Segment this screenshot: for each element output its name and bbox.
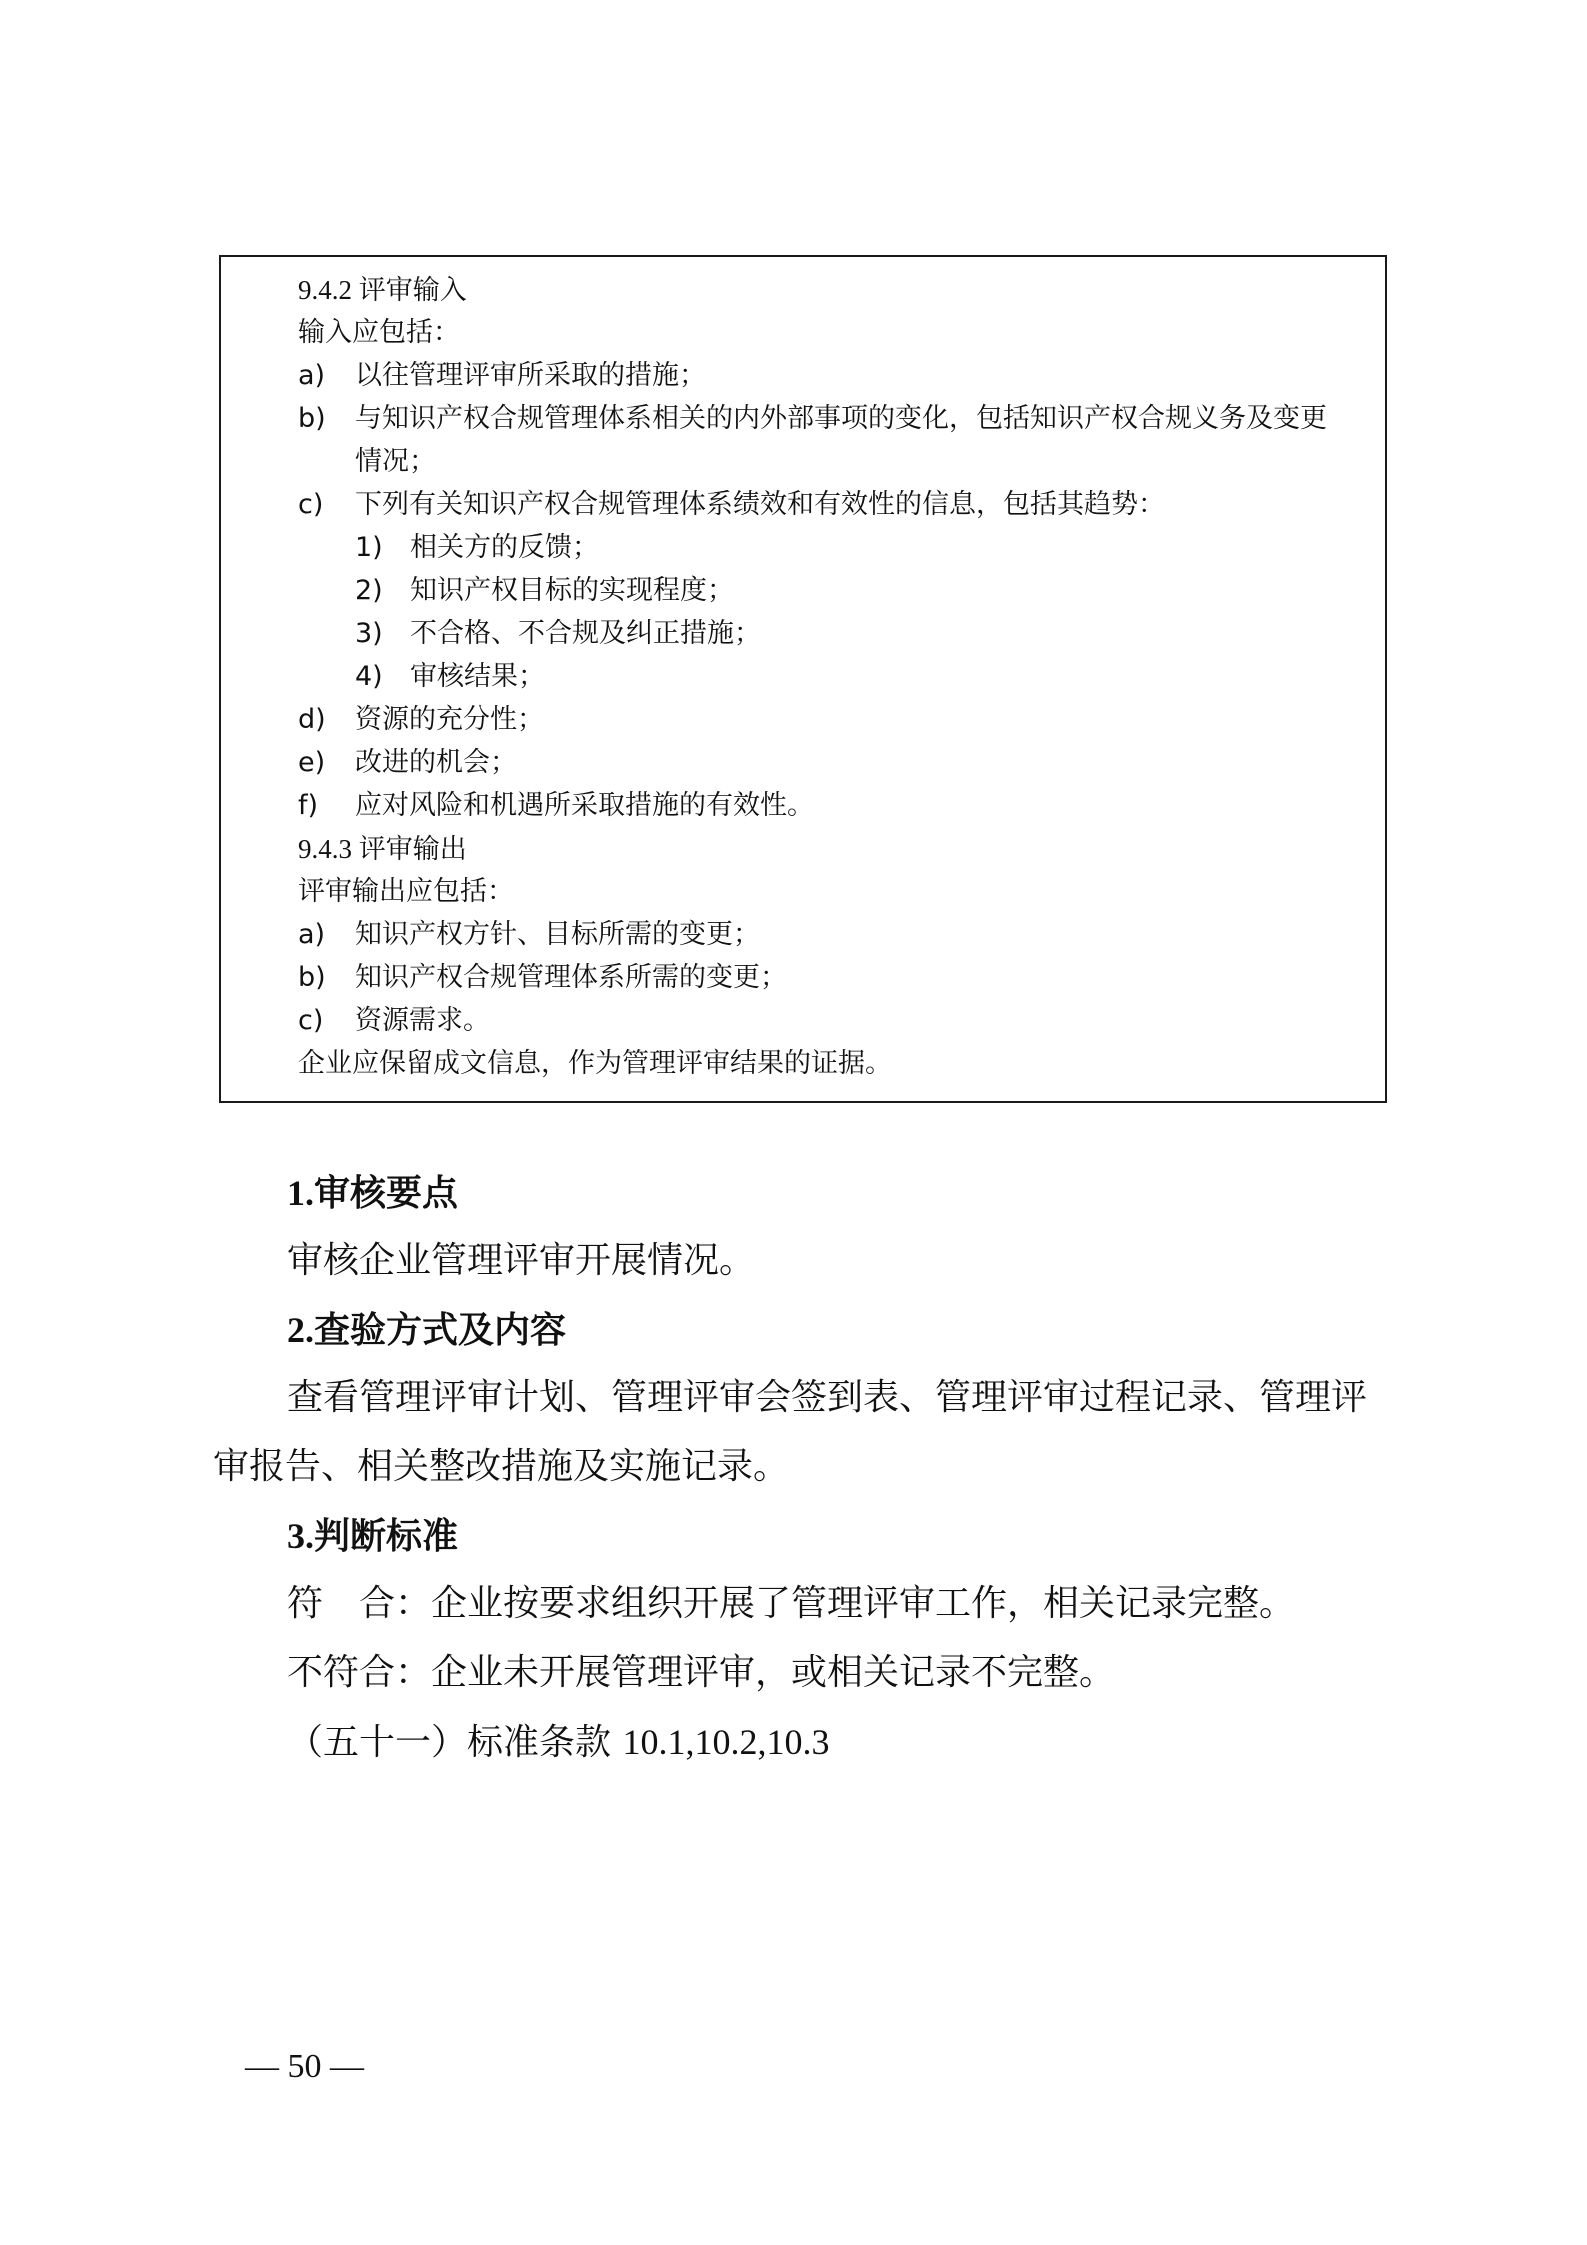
list-item-text: 以往管理评审所采取的措施； [355,360,706,391]
list-marker: a) [298,360,326,391]
inspection-method-text-line2: 审报告、相关整改措施及实施记录。 [213,1446,790,1487]
sub-list-item-text: 审核结果； [410,661,545,692]
list-item-text: 下列有关知识产权合规管理体系绩效和有效性的信息，包括其趋势： [355,489,1165,520]
criterion-label: 不符合： [287,1652,432,1693]
criterion-nonconform [287,1648,1115,1698]
heading-audit-points: 1.审核要点 [287,1173,459,1213]
next-section-label: （五十一）标准条款 [287,1722,612,1763]
list-marker: c) [298,489,324,520]
sub-list-marker: 3) [355,618,383,649]
sub-list-marker: 2) [355,575,383,606]
list-marker: b) [298,962,326,993]
list-marker: b) [298,403,326,434]
list-item-text: 与知识产权合规管理体系相关的内外部事项的变化，包括知识产权合规义务及变更 [355,403,1327,434]
list-marker: d) [298,704,326,735]
list-item-text: 知识产权合规管理体系所需的变更； [355,962,787,993]
list-item-text: 应对风险和机遇所采取措施的有效性。 [355,790,814,821]
inspection-method-text-line1: 查看管理评审计划、管理评审会签到表、管理评审过程记录、管理评 [287,1377,1368,1418]
sub-list-item-text: 知识产权目标的实现程度； [410,575,734,606]
heading-judgement-criteria: 3.判断标准 [287,1516,459,1556]
sub-list-item-text: 相关方的反馈； [410,532,599,563]
criterion-text: 企业按要求组织开展了管理评审工作，相关记录完整。 [431,1583,1296,1624]
input-intro: 输入应包括： [298,317,460,348]
next-section-heading [287,1717,829,1768]
list-marker: e) [298,747,326,778]
list-marker: f) [298,790,319,821]
list-item-text: 知识产权方针、目标所需的变更； [355,919,760,950]
sub-list-item-text: 不合格、不合规及纠正措施； [410,618,761,649]
criterion-conform [287,1579,1295,1629]
list-item-text: 资源需求。 [355,1005,490,1036]
list-marker: a) [298,919,326,950]
output-intro: 评审输出应包括： [298,876,514,907]
list-item-continuation: 情况； [355,446,436,477]
page-number: — 50 — [245,2048,364,2085]
clause-942-title: 9.4.2 评审输入 [298,275,467,305]
clause-943-title: 9.4.3 评审输出 [298,834,467,864]
list-marker: c) [298,1005,324,1036]
next-section-clauses: 10.1,10.2,10.3 [622,1722,830,1762]
list-item-text: 改进的机会； [355,747,517,778]
list-item-text: 资源的充分性； [355,704,544,735]
heading-inspection-method: 2.查验方式及内容 [287,1310,567,1350]
criterion-text: 企业未开展管理评审，或相关记录不完整。 [431,1652,1116,1693]
closing-statement: 企业应保留成文信息，作为管理评审结果的证据。 [298,1048,892,1079]
sub-list-marker: 4) [355,661,383,692]
audit-points-text: 审核企业管理评审开展情况。 [287,1240,756,1281]
sub-list-marker: 1) [355,532,383,563]
criterion-label: 符 合： [287,1583,432,1624]
